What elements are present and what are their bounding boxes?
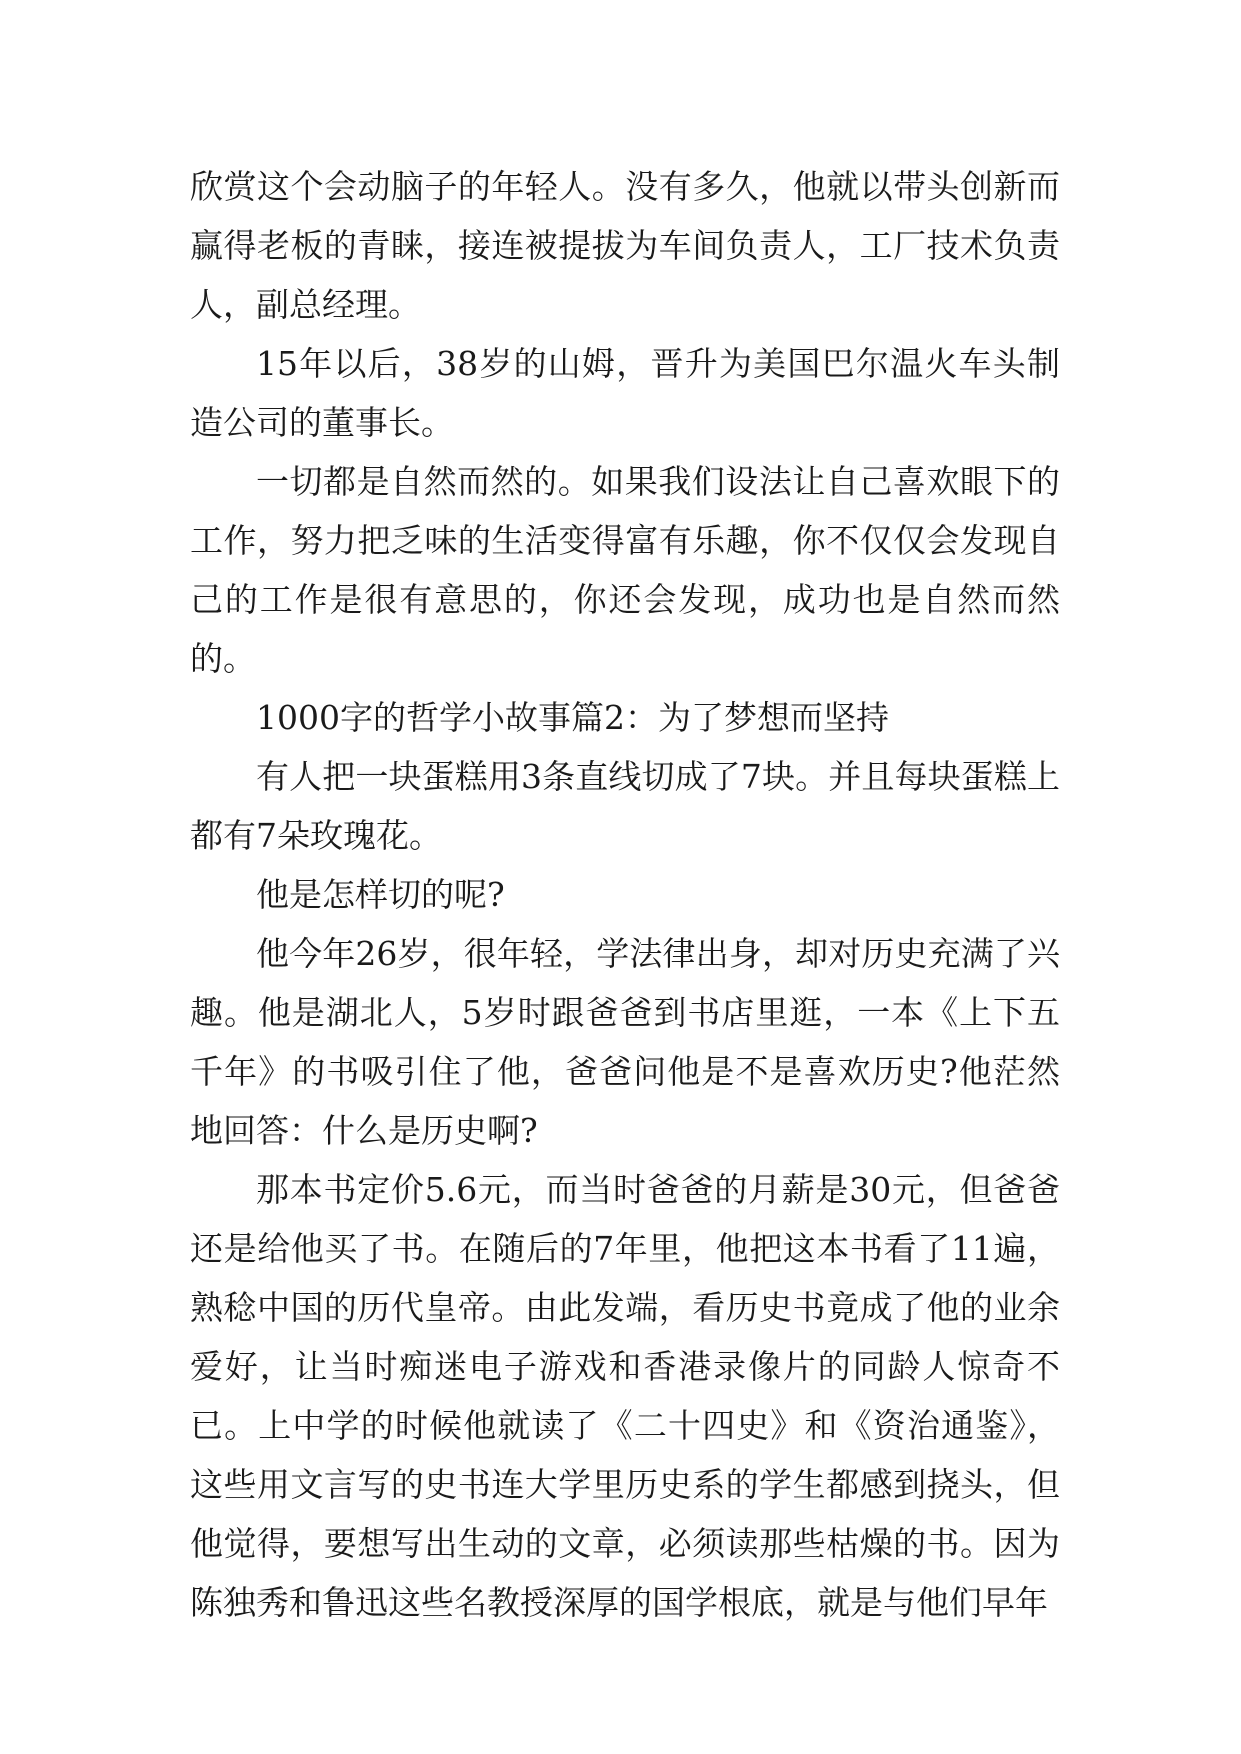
- section-heading: 1000字的哲学小故事篇2：为了梦想而坚持: [256, 698, 889, 737]
- document-body: [190, 157, 1060, 1632]
- paragraph: 那本书定价5.6元，而当时爸爸的月薪是30元，但爸爸还是给他买了书。在随后的7年里，他把这本书看了11遍，熟稔中国的历代皇帝。由此发端，看历史书竟成了他的业余爱好，让当时痴迷电子游戏和香港录像片的同龄人惊奇不已。上中学的时候他就读了《二十四史》和《资治通鉴》，这些用文言写的史书连大学里历史系的学生都感到挠头，但他觉得，要想写出生动的文章，必须读那些枯燥的书。因为陈独秀和鲁迅这些名教授深厚的国学根底，就是与他们早年: [190, 1170, 1060, 1622]
- paragraph: 他今年26岁，很年轻，学法律出身，却对历史充满了兴趣。他是湖北人，5岁时跟爸爸到书店里逛，一本《上下五千年》的书吸引住了他，爸爸问他是不是喜欢历史?他茫然地回答：什么是历史啊?: [190, 934, 1060, 1150]
- paragraph: 欣赏这个会动脑子的年轻人。没有多久，他就以带头创新而赢得老板的青睐，接连被提拔为车间负责人，工厂技术负责人，副总经理。: [190, 167, 1060, 324]
- paragraph: 有人把一块蛋糕用3条直线切成了7块。并且每块蛋糕上都有7朵玫瑰花。: [190, 757, 1060, 855]
- paragraph: 15年以后，38岁的山姆，晋升为美国巴尔温火车头制造公司的董事长。: [190, 344, 1060, 442]
- paragraph: 一切都是自然而然的。如果我们设法让自己喜欢眼下的工作，努力把乏味的生活变得富有乐趣，你不仅仅会发现自己的工作是很有意思的，你还会发现，成功也是自然而然的。: [190, 462, 1060, 678]
- paragraph: 他是怎样切的呢?: [256, 875, 505, 914]
